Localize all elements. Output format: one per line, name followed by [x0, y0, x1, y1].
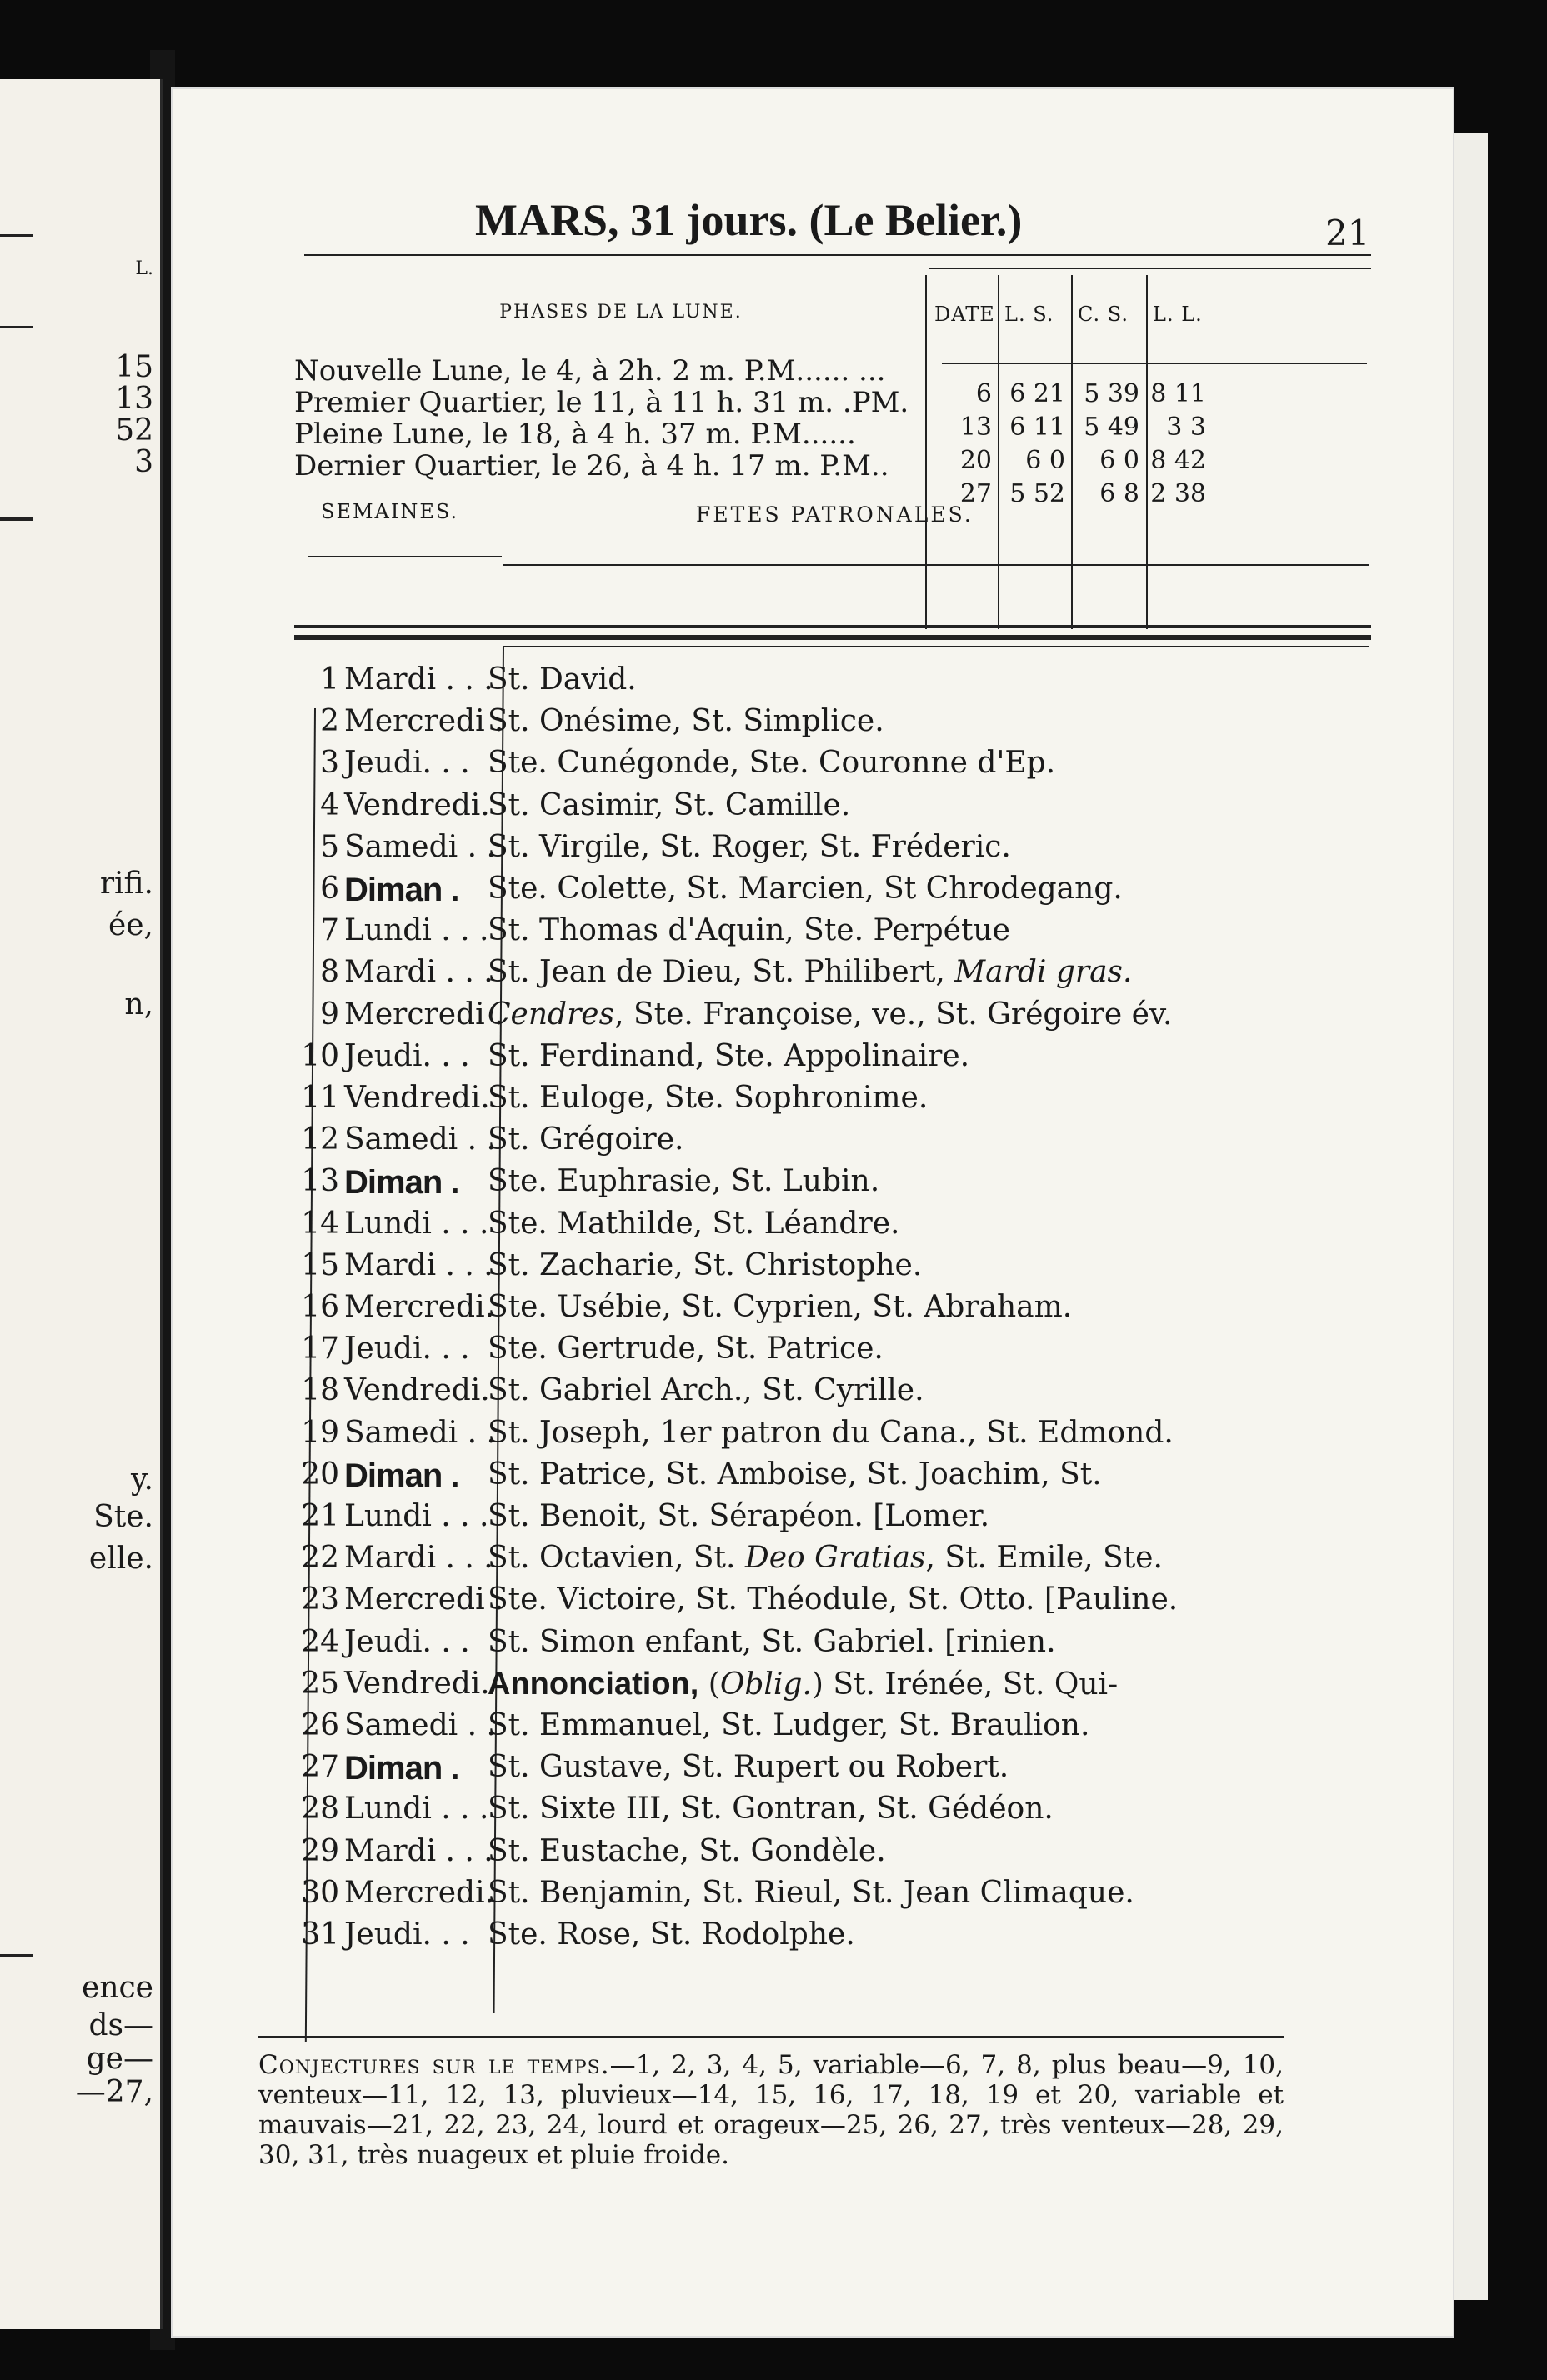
left-fragment: n,: [124, 988, 153, 1022]
feast-part: Oblig.: [719, 1667, 812, 1702]
footer-rule: [258, 2036, 1284, 2038]
day-number: 22: [301, 1541, 339, 1576]
weekday-label: Jeudi. . .: [344, 1332, 470, 1367]
table-cell: 6 0: [1099, 446, 1139, 475]
feast-part: , Ste. Françoise, ve., St. Grégoire év.: [614, 997, 1173, 1032]
sunday-label: Diman .: [344, 1750, 459, 1788]
day-number: 6: [320, 872, 339, 906]
semaines-heading: SEMAINES.: [321, 500, 459, 523]
table-cell: 20: [959, 446, 992, 475]
feast-text: [488, 1290, 1072, 1324]
feast-part: Ste. Cunégonde, Ste. Couronne d'Ep.: [488, 746, 1056, 781]
left-fragment: elle.: [88, 1542, 153, 1576]
feast-part: St. Simon enfant, St. Gabriel. [rinien.: [488, 1624, 1056, 1659]
calendar-row: [171, 1667, 1454, 1710]
day-number: 15: [301, 1248, 339, 1282]
day-number: 27: [301, 1750, 339, 1785]
weekday-label: Vendredi.: [344, 1666, 490, 1701]
feast-part: Ste. Victoire, St. Théodule, St. Otto. [Pauline.: [488, 1582, 1179, 1618]
calendar-row: [171, 1207, 1454, 1250]
feast-text: [488, 1876, 1134, 1910]
feast-text: [488, 955, 1132, 989]
feast-text: [488, 1750, 1009, 1784]
left-fragment: Ste.: [93, 1500, 153, 1534]
day-number: 17: [301, 1332, 339, 1367]
day-number: 9: [320, 997, 339, 1032]
feast-text: [488, 1039, 969, 1073]
feast-text: [488, 998, 1172, 1032]
feast-part: St. David.: [488, 662, 637, 697]
calendar-row: [171, 998, 1454, 1041]
page-title: MARS, 31 jours. (Le Belier.): [475, 195, 1023, 245]
table-cell: 6: [975, 379, 992, 408]
feast-text: [488, 913, 1010, 948]
sunday-label: Diman .: [344, 872, 459, 908]
day-number: 11: [301, 1081, 339, 1115]
weekday-label: Mardi . . .: [344, 1833, 493, 1868]
feast-text: [488, 1164, 879, 1198]
left-fragment: ds—: [88, 2008, 153, 2042]
feast-part: St. Joseph, 1er patron du Cana., St. Edmond.: [488, 1415, 1174, 1450]
day-number: 7: [320, 913, 339, 948]
weekday-label: Mercredi .: [344, 997, 504, 1032]
feast-text: [488, 1458, 1102, 1492]
weekday-label: Jeudi. . .: [344, 1918, 470, 1952]
table-cell: 6 21: [1009, 379, 1065, 408]
page-number: 21: [1325, 212, 1370, 253]
day-number: 30: [301, 1875, 339, 1910]
feast-part: St. Emmanuel, St. Ludger, St. Braulion.: [488, 1708, 1090, 1742]
calendar-row: [171, 1708, 1454, 1752]
feast-part: (: [698, 1667, 720, 1702]
table-cell: 8 11: [1150, 379, 1206, 408]
feast-text: [488, 872, 1123, 906]
left-page-rule: [0, 326, 33, 328]
table-cell: 5 49: [1084, 412, 1139, 442]
fetes-heading: FETES PATRONALES.: [696, 502, 974, 527]
calendar-row: [171, 1122, 1454, 1166]
section-rule: [294, 635, 1371, 640]
left-page-rule: [0, 517, 33, 521]
calendar-row: [171, 1750, 1454, 1793]
left-fragment: rifi.: [99, 867, 153, 901]
calendar-row: [171, 1373, 1454, 1417]
feast-part: ) St. Irénée, St. Qui-: [811, 1667, 1119, 1702]
day-number: 28: [301, 1792, 339, 1827]
weekday-label: Mardi . . .: [344, 955, 493, 990]
table-rule: [942, 362, 1367, 364]
phase-line: Dernier Quartier, le 26, à 4 h. 17 m. P.M..: [294, 449, 889, 482]
feast-text: [488, 1499, 989, 1533]
weekday-label: Mardi . . .: [344, 1541, 493, 1576]
left-fragment: 13: [115, 382, 153, 416]
day-number: 14: [301, 1206, 339, 1241]
calendar-row: [171, 1081, 1454, 1124]
feast-part: St. Benoit, St. Sérapéon. [Lomer.: [488, 1499, 990, 1533]
calendar-row: [171, 1876, 1454, 1919]
feast-part: St. Virgile, St. Roger, St. Fréderic.: [488, 829, 1011, 864]
calendar-rule: [503, 646, 1369, 648]
weekday-label: Mercredi.: [344, 1290, 495, 1324]
feast-text: [488, 704, 884, 738]
feast-part: St. Patrice, St. Amboise, St. Joachim, St.: [488, 1457, 1102, 1492]
sunday-label: Diman .: [344, 1457, 459, 1494]
calendar-row: [171, 1164, 1454, 1208]
day-number: 3: [320, 746, 339, 781]
calendar-row: [171, 1625, 1454, 1668]
phases-heading: PHASES DE LA LUNE.: [499, 302, 743, 322]
weekday-label: Lundi . . .: [344, 913, 489, 948]
feast-text: [488, 1834, 886, 1868]
feast-text: [488, 1373, 924, 1408]
weekday-label: Mardi . . .: [344, 662, 493, 697]
day-number: 23: [301, 1582, 339, 1618]
table-cell: 5 52: [1009, 479, 1065, 508]
feast-text: [488, 1541, 1163, 1575]
day-number: 12: [301, 1122, 339, 1158]
feast-text: [488, 746, 1055, 780]
feast-text: [488, 1708, 1089, 1742]
weekday-label: Lundi . . .: [344, 1206, 489, 1241]
feast-part: St. Euloge, Ste. Sophronime.: [488, 1081, 929, 1115]
day-number: 18: [301, 1373, 339, 1408]
section-rule: [294, 625, 1371, 628]
calendar-row: [171, 1332, 1454, 1375]
feast-part: St. Jean de Dieu, St. Philibert,: [488, 955, 955, 990]
day-number: 5: [320, 829, 339, 864]
feast-part: St. Octavien, St.: [488, 1541, 745, 1576]
feast-part: St. Ferdinand, Ste. Appolinaire.: [488, 1038, 970, 1073]
table-cell: 6 11: [1009, 412, 1065, 442]
calendar-row: [171, 913, 1454, 957]
feast-text: [488, 830, 1011, 864]
calendar-rule: [308, 556, 502, 558]
table-divider: [998, 275, 999, 629]
feast-text: [488, 1332, 884, 1366]
calendar-row: [171, 746, 1454, 789]
almanac-page: [171, 88, 1454, 2338]
table-header-date: DATE: [934, 302, 995, 326]
left-fragment: ence: [82, 1971, 153, 2005]
day-number: 1: [320, 662, 339, 697]
page-edge: [1454, 133, 1488, 2300]
day-number: 24: [301, 1624, 339, 1659]
calendar-row: [171, 830, 1454, 873]
feast-part: St. Zacharie, St. Christophe.: [488, 1248, 923, 1282]
feast-part: St. Grégoire.: [488, 1122, 684, 1158]
weekday-label: Vendredi.: [344, 788, 490, 822]
table-header-ls: L. S.: [1004, 302, 1054, 326]
calendar-row: [171, 1416, 1454, 1459]
left-fragment: 52: [115, 413, 153, 448]
feast-text: [488, 1248, 922, 1282]
phase-line: Premier Quartier, le 11, à 11 h. 31 m. .PM.: [294, 386, 909, 419]
feast-part: Cendres: [488, 997, 615, 1032]
weather-conjectures: [258, 2050, 1284, 2170]
calendar-row: [171, 955, 1454, 998]
feast-text: [488, 1081, 928, 1115]
calendar-row: [171, 662, 1454, 706]
calendar-row: [171, 704, 1454, 748]
table-header-cs: C. S.: [1078, 302, 1129, 326]
calendar-row: [171, 1918, 1454, 1961]
weekday-label: Vendredi.: [344, 1081, 490, 1115]
calendar-row: [171, 1458, 1454, 1501]
calendar-row: [171, 1582, 1454, 1626]
calendar-row: [171, 1834, 1454, 1878]
weekday-label: Lundi . . .: [344, 1792, 489, 1827]
calendar-row: [171, 1039, 1454, 1082]
feast-part: St. Sixte III, St. Gontran, St. Gédéon.: [488, 1792, 1054, 1827]
feast-text: [488, 662, 637, 697]
day-number: 2: [320, 704, 339, 739]
weekday-label: Mercredi.: [344, 1875, 495, 1910]
table-cell: 5 39: [1084, 379, 1139, 408]
feast-text: [488, 1918, 855, 1952]
feast-part: St. Benjamin, St. Rieul, St. Jean Climaque.: [488, 1875, 1134, 1910]
left-fragment: y.: [131, 1462, 153, 1497]
feast-part: Mardi gras.: [954, 955, 1133, 990]
weekday-label: Samedi . .: [344, 1708, 496, 1742]
feast-part: St. Gustave, St. Rupert ou Robert.: [488, 1750, 1009, 1785]
left-page-fragment: [0, 79, 163, 2329]
phase-line: Pleine Lune, le 18, à 4 h. 37 m. P.M......: [294, 418, 856, 451]
day-number: 29: [301, 1833, 339, 1868]
left-page-rule: [0, 1954, 33, 1957]
calendar-row: [171, 872, 1454, 915]
day-number: 26: [301, 1708, 339, 1742]
table-cell: 8 42: [1150, 446, 1206, 475]
feast-text: [488, 788, 850, 822]
feast-part: Ste. Rose, St. Rodolphe.: [488, 1918, 855, 1952]
table-cell: 6 0: [1025, 446, 1065, 475]
calendar-row: [171, 1792, 1454, 1835]
weekday-label: Lundi . . .: [344, 1499, 489, 1533]
feast-part: St. Thomas d'Aquin, Ste. Perpétue: [488, 913, 1010, 948]
day-number: 31: [301, 1918, 339, 1952]
feast-part: Ste. Gertrude, St. Patrice.: [488, 1332, 884, 1367]
calendar-rule: [503, 564, 1369, 566]
calendar-row: [171, 1248, 1454, 1292]
weekday-label: Jeudi. . .: [344, 1038, 470, 1073]
conjectures-title: Conjectures sur le temps.: [258, 2050, 610, 2080]
day-number: 25: [301, 1666, 339, 1701]
feast-part: St. Gabriel Arch., St. Cyrille.: [488, 1373, 924, 1408]
day-number: 19: [301, 1415, 339, 1450]
left-page-rule: [0, 234, 33, 237]
feast-part: St. Eustache, St. Gondèle.: [488, 1833, 886, 1868]
left-fragment: ge—: [86, 2042, 153, 2076]
calendar-row: [171, 1541, 1454, 1584]
day-number: 16: [301, 1290, 339, 1324]
table-cell: 3 3: [1166, 412, 1206, 442]
feast-text: [488, 1792, 1054, 1826]
day-number: 21: [301, 1499, 339, 1533]
feast-part: Ste. Usébie, St. Cyprien, St. Abraham.: [488, 1290, 1073, 1324]
feast-part: Ste. Euphrasie, St. Lubin.: [488, 1164, 880, 1199]
weekday-label: Mercredi .: [344, 704, 504, 739]
feast-text: [488, 1122, 683, 1157]
weekday-label: Jeudi. . .: [344, 1624, 470, 1659]
feast-part: Annonciation,: [488, 1666, 699, 1702]
header-rule: [304, 254, 1371, 256]
day-number: 13: [301, 1164, 339, 1199]
header-rule: [929, 268, 1371, 269]
sunday-label: Diman .: [344, 1164, 459, 1202]
day-number: 8: [320, 955, 339, 990]
weekday-label: Samedi . .: [344, 1122, 496, 1158]
phase-line: Nouvelle Lune, le 4, à 2h. 2 m. P.M...... ...: [294, 354, 886, 388]
left-fragment: L.: [135, 258, 153, 279]
feast-text: [488, 1582, 1178, 1617]
feast-text: [488, 1207, 899, 1241]
calendar-row: [171, 788, 1454, 832]
day-number: 10: [301, 1038, 339, 1073]
table-cell: 13: [959, 412, 992, 442]
left-fragment: 3: [134, 445, 153, 479]
weekday-label: Mercredi .: [344, 1582, 504, 1618]
feast-part: Ste. Colette, St. Marcien, St Chrodegang.: [488, 872, 1123, 906]
day-number: 4: [320, 788, 339, 822]
feast-part: , St. Emile, Ste.: [925, 1541, 1163, 1576]
table-divider: [925, 275, 927, 629]
table-cell: 6 8: [1099, 479, 1139, 508]
left-fragment: 15: [115, 350, 153, 384]
feast-part: St. Onésime, St. Simplice.: [488, 704, 884, 739]
feast-part: Deo Gratias: [744, 1541, 926, 1576]
left-fragment: —27,: [75, 2075, 153, 2109]
table-header-ll: L. L.: [1153, 302, 1203, 326]
table-cell: 2 38: [1150, 479, 1206, 508]
feast-text: [488, 1416, 1174, 1450]
feast-part: Ste. Mathilde, St. Léandre.: [488, 1206, 900, 1241]
table-divider: [1071, 275, 1073, 629]
weekday-label: Samedi . .: [344, 829, 496, 864]
day-number: 20: [301, 1457, 339, 1492]
table-cell: 27: [959, 479, 992, 508]
calendar-row: [171, 1290, 1454, 1333]
weekday-label: Jeudi. . .: [344, 746, 470, 781]
weekday-label: Vendredi.: [344, 1373, 490, 1408]
calendar-row: [171, 1499, 1454, 1542]
conjectures-text: —1, 2, 3, 4, 5, variable—6, 7, 8, plus beau—9, 10, venteux—11, 12, 13, pluvieux—14, 15, 16, 17, 18, 19 et 20, variable et mauvais—21, 22, 23, 24, lourd et orageux—25, 26, 27, très venteux—28, 29, 30, 31, très nuageux et pluie froide.: [258, 2050, 1284, 2170]
feast-part: St. Casimir, St. Camille.: [488, 788, 851, 822]
table-divider: [1146, 275, 1148, 629]
weekday-label: Mardi . . .: [344, 1248, 493, 1282]
weekday-label: Samedi . .: [344, 1415, 496, 1450]
feast-text: [488, 1625, 1056, 1659]
left-fragment: ée,: [108, 908, 153, 942]
feast-text: [488, 1667, 1118, 1702]
